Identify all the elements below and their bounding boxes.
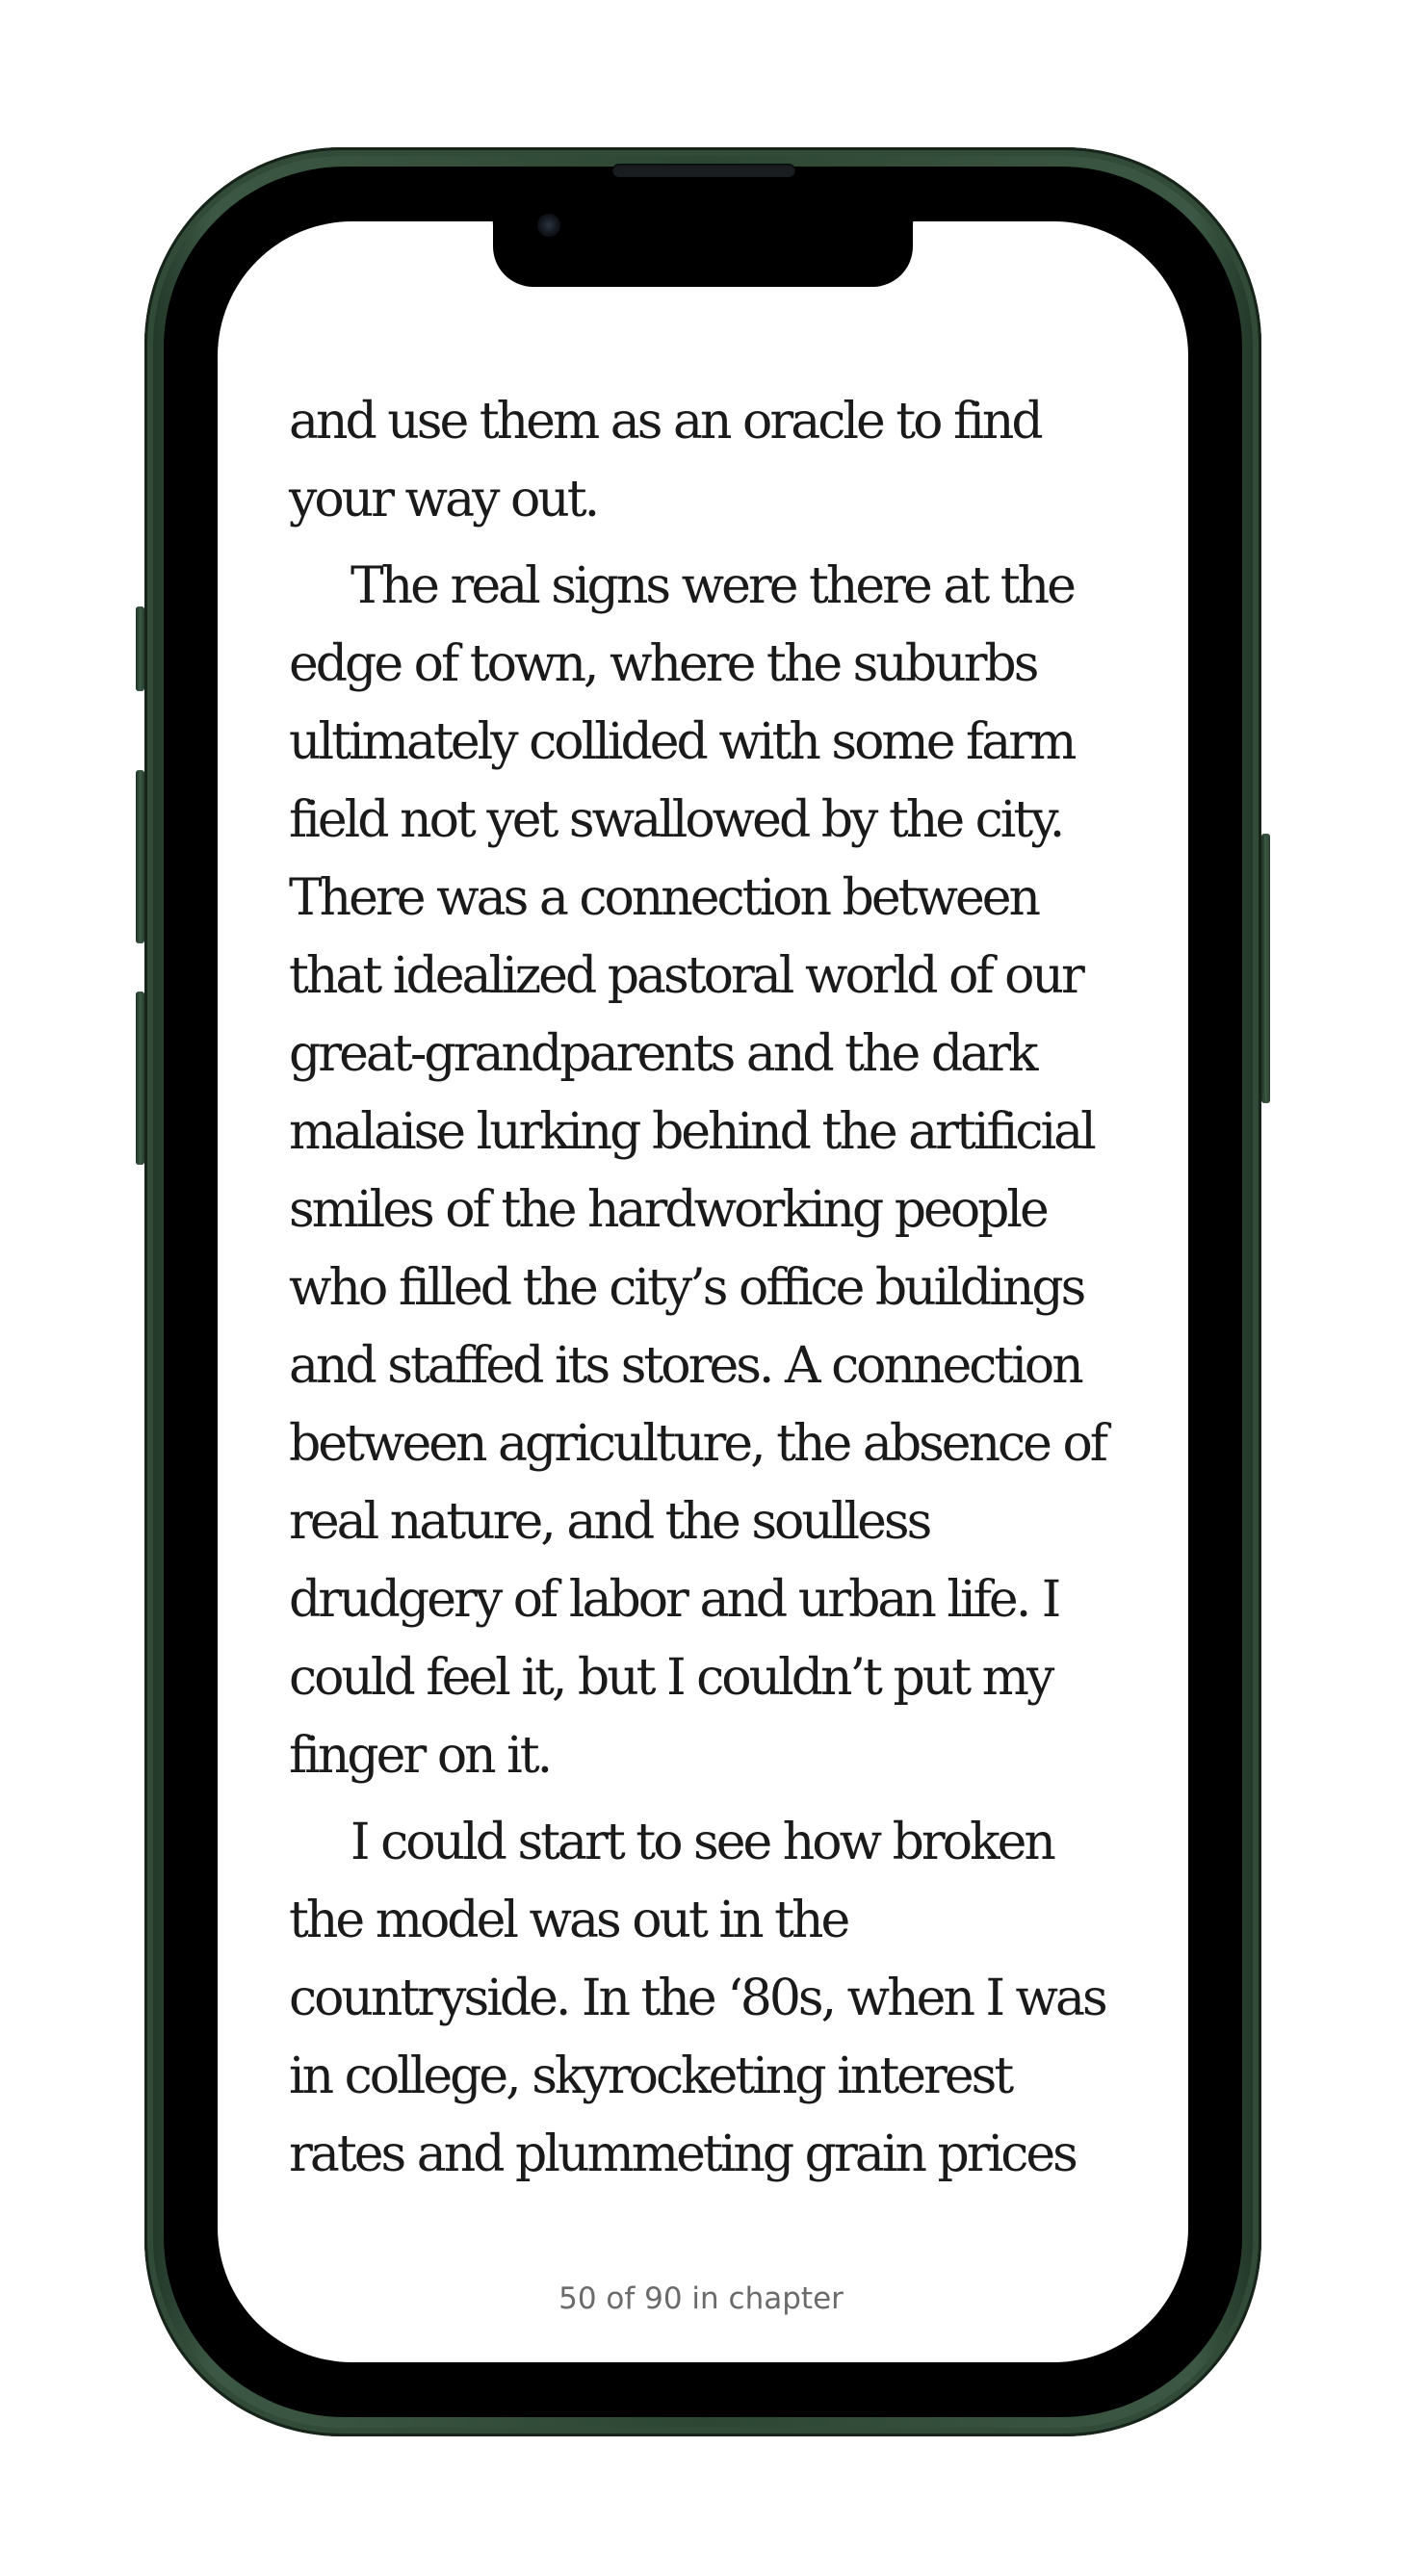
text-line: your way out.	[289, 471, 598, 528]
text-line: The real signs were there at the	[350, 557, 1074, 615]
text-line: There was a connection between	[289, 869, 1039, 927]
text-line: rates and plummeting grain prices	[289, 2125, 1076, 2183]
silent-switch	[136, 606, 144, 691]
text-line: that idealized pastoral world of our	[289, 947, 1082, 1005]
speaker-grille	[612, 164, 795, 177]
text-line: who filled the city’s office buildings	[289, 1259, 1084, 1317]
power-button	[1261, 834, 1270, 1103]
volume-up-button	[136, 770, 144, 943]
text-line: could feel it, but I couldn’t put my	[289, 1649, 1052, 1707]
text-line: between agriculture, the absence of	[289, 1415, 1106, 1473]
text-line: great-grandparents and the dark	[289, 1025, 1036, 1083]
text-line: drudgery of labor and urban life. I	[289, 1571, 1059, 1629]
volume-down-button	[136, 992, 144, 1165]
text-line: ultimately collided with some farm	[289, 713, 1075, 771]
paragraph	[289, 1804, 1155, 2194]
text-line: finger on it.	[289, 1727, 551, 1785]
text-line: edge of town, where the suburbs	[289, 635, 1037, 693]
text-line: real nature, and the soulless	[289, 1493, 930, 1551]
paragraph	[289, 548, 1155, 1795]
book-text	[289, 383, 1155, 2194]
page-progress-label: 50 of 90 in chapter	[558, 2281, 844, 2316]
text-line: the model was out in the	[289, 1892, 848, 1949]
paragraph	[289, 383, 1155, 539]
text-line: malaise lurking behind the artificial	[289, 1103, 1094, 1161]
text-line: countryside. In the ‘80s, when I was	[289, 1970, 1105, 2027]
text-line: field not yet swallowed by the city.	[289, 791, 1063, 849]
text-line: and use them as an oracle to find	[289, 393, 1041, 451]
front-camera-icon	[537, 214, 560, 237]
text-line: I could start to see how broken	[350, 1814, 1053, 1871]
text-line: and staffed its stores. A connection	[289, 1337, 1081, 1395]
text-line: smiles of the hardworking people	[289, 1181, 1047, 1239]
text-line: in college, skyrocketing interest	[289, 2048, 1012, 2105]
notch	[493, 202, 913, 287]
